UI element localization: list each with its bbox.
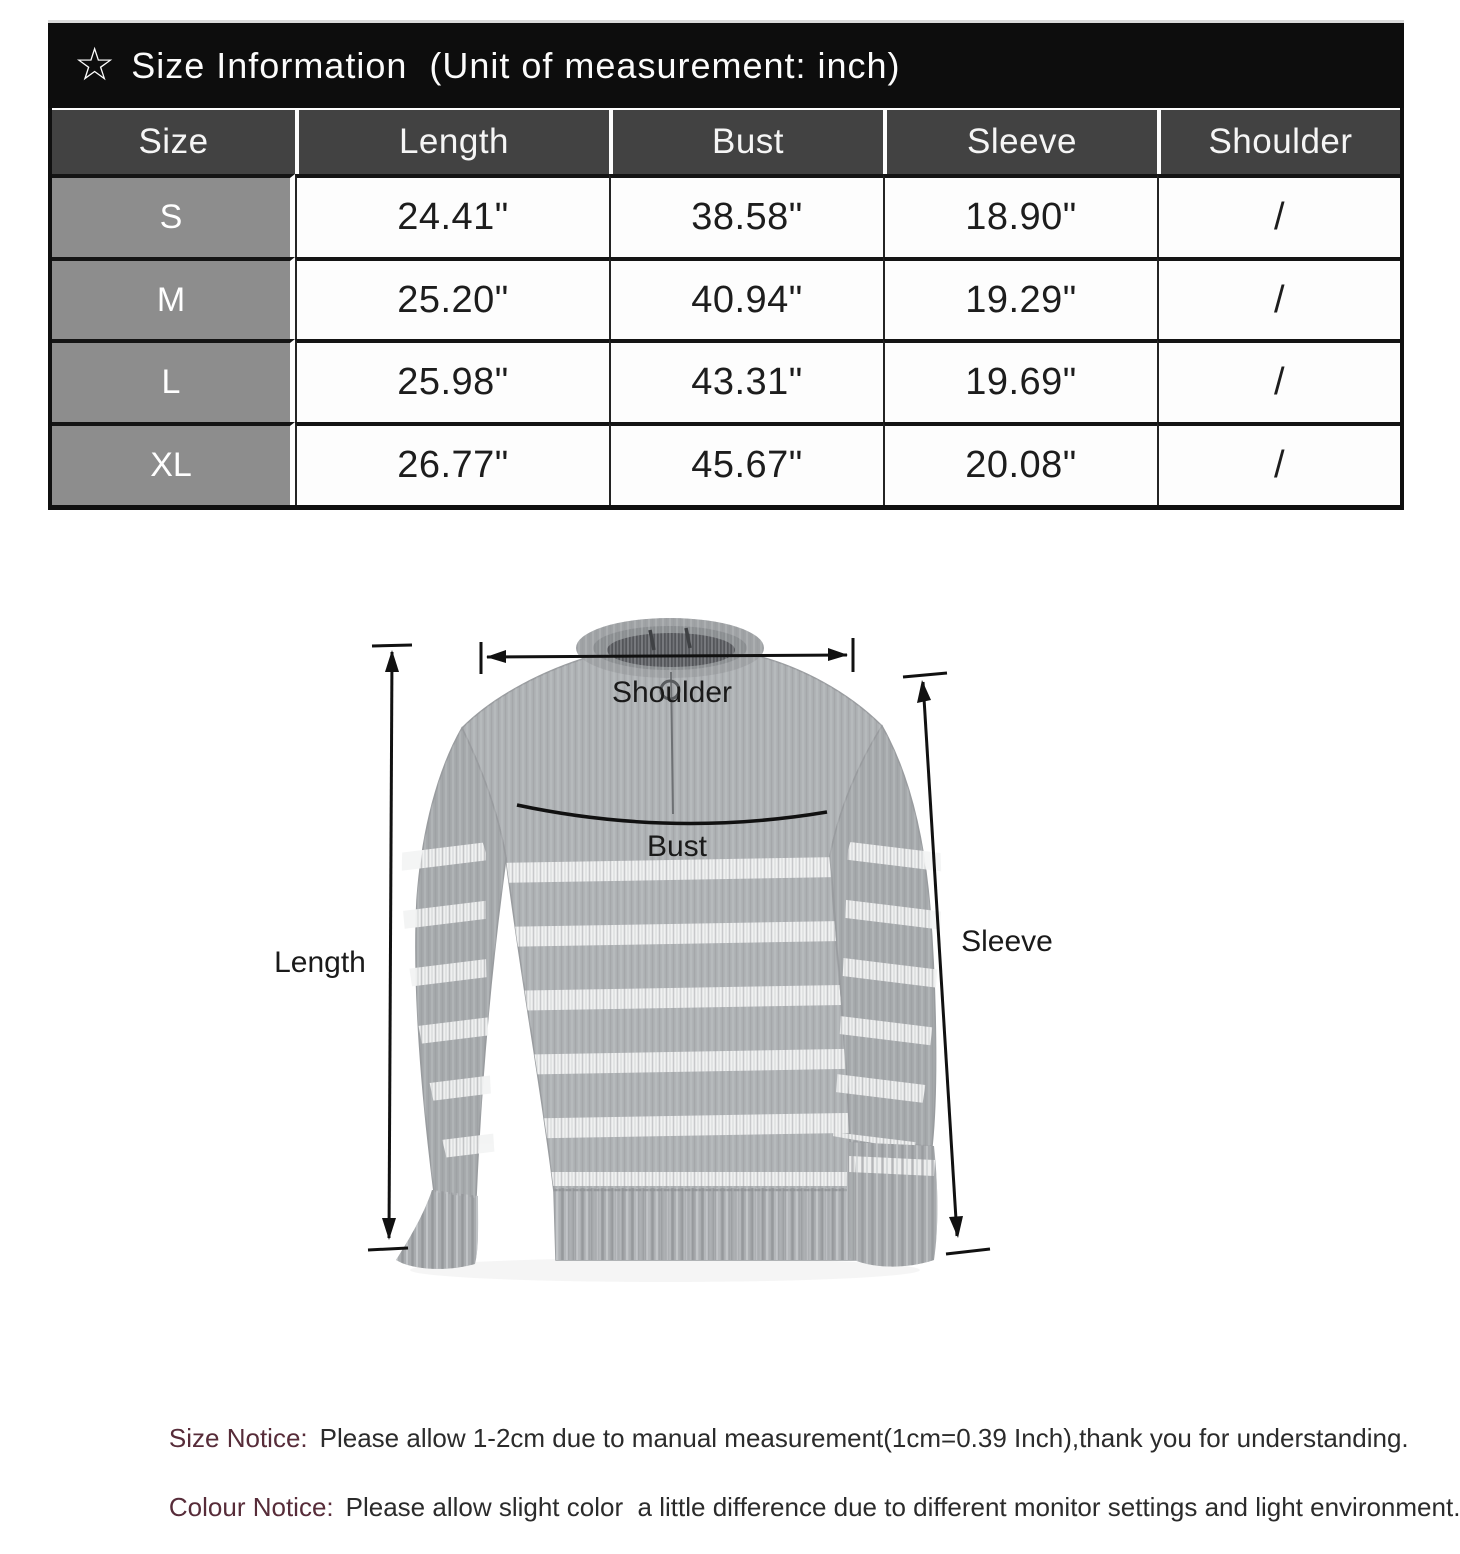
star-icon: ☆ bbox=[74, 37, 116, 90]
length-cell: 25.98" bbox=[295, 339, 609, 422]
bust-cell: 43.31" bbox=[609, 339, 883, 422]
size-row-label: M bbox=[52, 257, 295, 339]
column-header-bust: Bust bbox=[609, 108, 883, 174]
sweater-measurement-diagram bbox=[0, 560, 1445, 1320]
column-header-shoulder: Shoulder bbox=[1157, 108, 1400, 174]
size-row-label: XL bbox=[52, 422, 295, 505]
bust-cell: 38.58" bbox=[609, 174, 883, 257]
colour-notice-label: Colour Notice: bbox=[168, 1492, 334, 1522]
sleeve-cell: 20.08" bbox=[883, 422, 1157, 505]
length-dimension bbox=[368, 645, 412, 1250]
shoulder-cell: / bbox=[1157, 339, 1400, 422]
bust-label: Bust bbox=[646, 830, 708, 863]
size-table bbox=[48, 108, 1404, 510]
column-header-size: Size bbox=[52, 108, 295, 174]
colour-notice bbox=[140, 1461, 1460, 1554]
bust-cell: 40.94" bbox=[609, 257, 883, 339]
size-row-label: L bbox=[52, 339, 295, 422]
sweater-illustration bbox=[350, 618, 988, 1282]
sleeve-cell: 18.90" bbox=[883, 174, 1157, 257]
size-row-label: S bbox=[52, 174, 295, 257]
sleeve-label: Sleeve bbox=[961, 925, 1053, 958]
column-header-sleeve: Sleeve bbox=[883, 108, 1157, 174]
length-label: Length bbox=[274, 946, 366, 979]
length-cell: 25.20" bbox=[295, 257, 609, 339]
sleeve-cell: 19.29" bbox=[883, 257, 1157, 339]
shoulder-cell: / bbox=[1157, 422, 1400, 505]
length-cell: 24.41" bbox=[295, 174, 609, 257]
column-header-length: Length bbox=[295, 108, 609, 174]
colour-notice-text: Please allow slight color a little difference due to different monitor settings and light environment. bbox=[345, 1492, 1460, 1522]
shoulder-cell: / bbox=[1157, 257, 1400, 339]
sleeve-cell: 19.69" bbox=[883, 339, 1157, 422]
shoulder-label: Shoulder bbox=[611, 676, 733, 709]
size-notice-label: Size Notice: bbox=[168, 1423, 308, 1453]
bust-cell: 45.67" bbox=[609, 422, 883, 505]
size-notice-text: Please allow 1-2cm due to manual measurement(1cm=0.39 Inch),thank you for understanding. bbox=[319, 1423, 1409, 1453]
table-title-bar bbox=[48, 20, 1404, 108]
shoulder-cell: / bbox=[1157, 174, 1400, 257]
page-title: Size Information (Unit of measurement: inch) bbox=[131, 44, 901, 86]
length-cell: 26.77" bbox=[295, 422, 609, 505]
